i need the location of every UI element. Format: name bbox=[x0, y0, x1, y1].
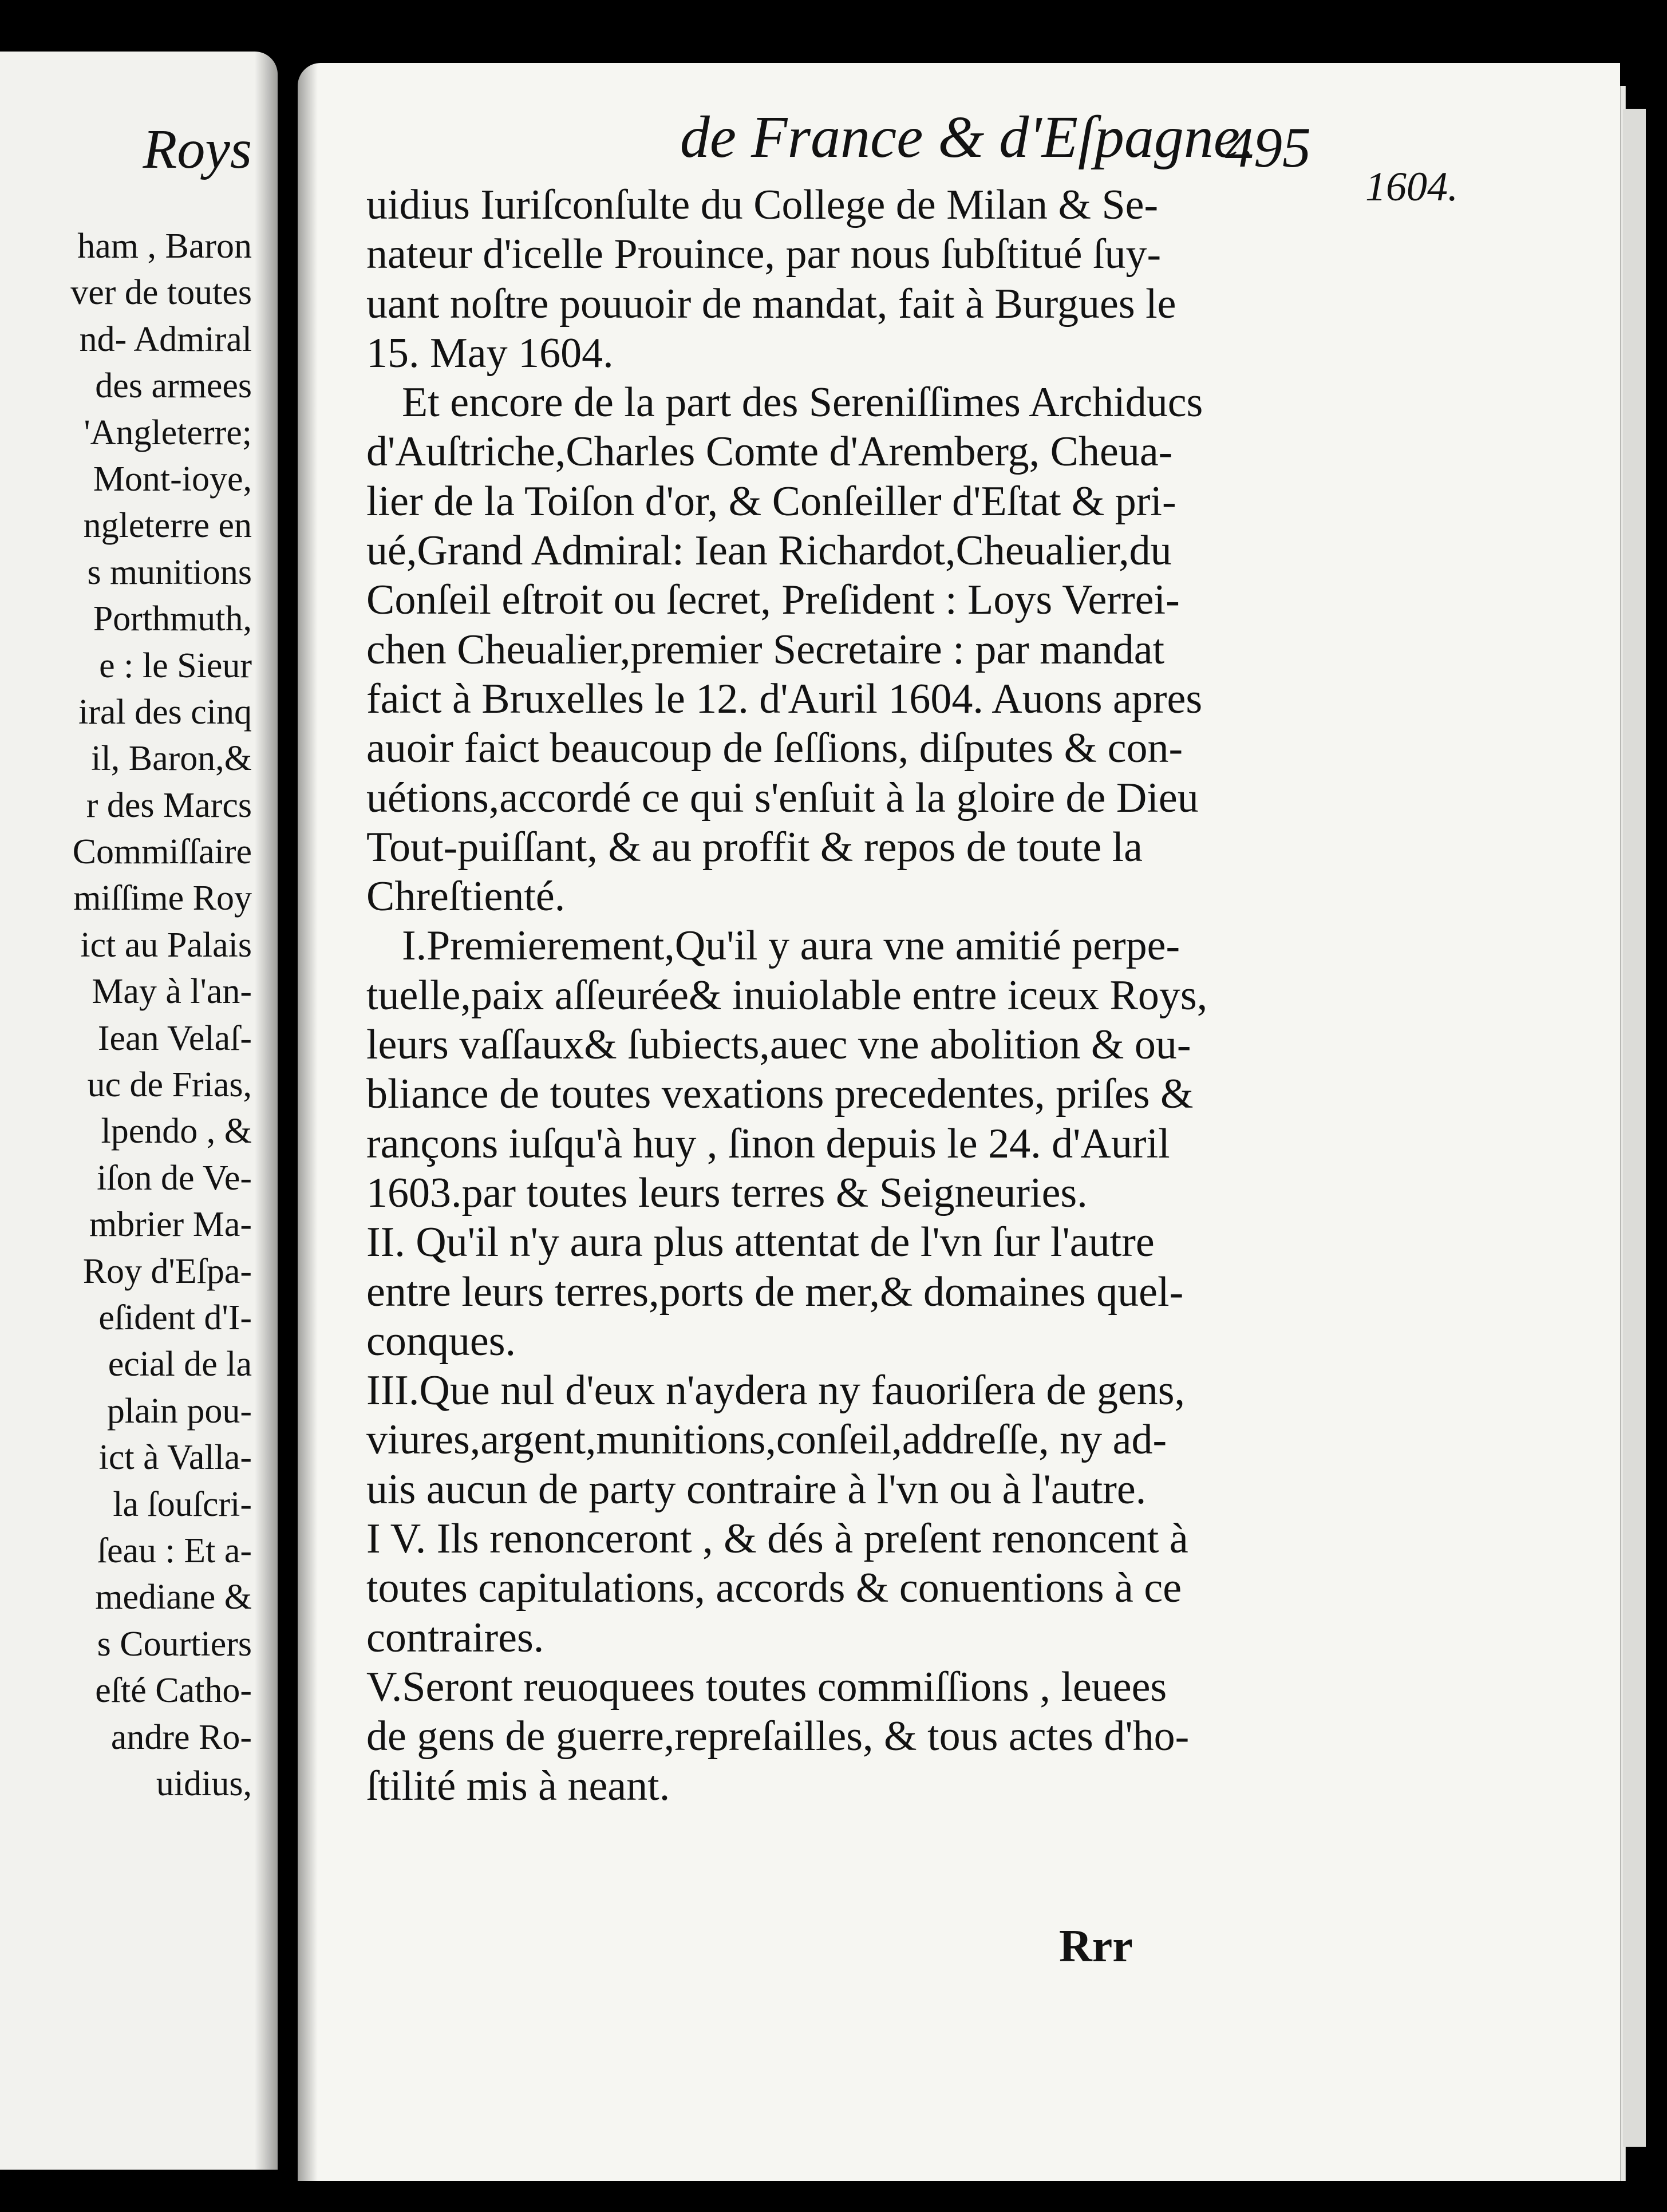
text-line: III.Que nul d'eux n'aydera ny fauoriſera de gens, bbox=[366, 1367, 1186, 1415]
text-line: toutes capitulations, accords & conuentions à ce bbox=[366, 1565, 1182, 1612]
text-line: I V. Ils renonceront , & dés à preſent renoncent à bbox=[366, 1515, 1188, 1563]
left-text-line: nd- Admiral bbox=[79, 319, 252, 359]
left-text-line: iſon de Ve- bbox=[97, 1158, 252, 1198]
body-text bbox=[366, 180, 1317, 1811]
left-text-line: ver de toutes bbox=[70, 273, 252, 313]
text-line: lier de la Toiſon d'or, & Conſeiller d'Eſtat & pri- bbox=[366, 477, 1176, 525]
text-line: bliance de toutes vexations precedentes, priſes & bbox=[366, 1071, 1194, 1118]
right-page bbox=[298, 63, 1620, 2181]
left-text-line: mediane & bbox=[95, 1578, 252, 1617]
page-number: 495 bbox=[1225, 116, 1311, 179]
text-line: de gens de guerre,repreſailles, & tous actes d'ho- bbox=[366, 1713, 1190, 1760]
text-line: uant noſtre pouuoir de mandat, fait à Burgues le bbox=[366, 280, 1176, 327]
text-line: 15. May 1604. bbox=[366, 329, 614, 377]
left-text-line: Roy d'Eſpa- bbox=[82, 1251, 252, 1291]
left-text-line: mbrier Ma- bbox=[89, 1205, 252, 1245]
left-text-line: la ſouſcri- bbox=[113, 1484, 252, 1524]
gutter-shadow bbox=[255, 52, 278, 2170]
text-line: chen Cheualier,premier Secretaire : par mandat bbox=[366, 626, 1165, 673]
text-line: Et encore de la part des Sereniſſimes Archiducs bbox=[402, 379, 1203, 426]
text-line: II. Qu'il n'y aura plus attentat de l'vn ſur l'autre bbox=[366, 1219, 1155, 1266]
left-text-line: ict au Palais bbox=[80, 925, 252, 965]
text-line: uétions,accordé ce qui s'enſuit à la gloire de Dieu bbox=[366, 774, 1199, 821]
left-text-line: ecial de la bbox=[108, 1345, 252, 1384]
left-running-head: Roys bbox=[143, 118, 252, 180]
left-text-line: miſſime Roy bbox=[73, 879, 252, 918]
text-line: uidius Iuriſconſulte du College de Milan & Se- bbox=[366, 181, 1159, 228]
left-text-line: uidius, bbox=[156, 1764, 252, 1803]
left-text-line: des armees bbox=[95, 366, 252, 406]
left-text-line: r des Marcs bbox=[86, 785, 252, 825]
left-text-line: plain pou- bbox=[106, 1391, 252, 1431]
text-line: viures,argent,munitions,conſeil,addreſſe, ny ad- bbox=[366, 1416, 1167, 1464]
text-line: Tout-puiſſant, & au proffit & repos de toute la bbox=[366, 823, 1143, 871]
left-text-line: ham , Baron bbox=[77, 227, 252, 266]
text-line: rançons iuſqu'à huy , ſinon depuis le 24. d'Auril bbox=[366, 1120, 1170, 1167]
text-line: faict à Bruxelles le 12. d'Auril 1604. Auons apres bbox=[366, 675, 1203, 722]
left-text-line: ngleterre en bbox=[83, 506, 252, 546]
left-page-text bbox=[70, 223, 252, 1807]
left-text-line: e : le Sieur bbox=[99, 646, 252, 685]
left-text-line: il, Baron,& bbox=[91, 739, 252, 779]
text-line: conques. bbox=[366, 1317, 516, 1365]
text-line: contraires. bbox=[366, 1614, 544, 1661]
left-text-line: eſident d'I- bbox=[98, 1298, 252, 1337]
left-page bbox=[0, 52, 278, 2170]
left-text-line: eſté Catho- bbox=[95, 1671, 252, 1711]
text-line: uis aucun de party contraire à l'vn ou à l'autre. bbox=[366, 1466, 1147, 1513]
left-text-line: Porthmuth, bbox=[93, 599, 252, 639]
fore-edge bbox=[1623, 109, 1646, 2147]
running-head: de France & d'Eſpagne. bbox=[680, 104, 1255, 170]
left-text-line: s munitions bbox=[87, 552, 252, 592]
text-line: entre leurs terres,ports de mer,& domaines quel- bbox=[366, 1268, 1184, 1316]
left-text-line: ſeau : Et a- bbox=[97, 1531, 252, 1570]
left-text-line: s Courtiers bbox=[97, 1624, 252, 1664]
text-line: ué,Grand Admiral: Iean Richardot,Cheualier,du bbox=[366, 527, 1172, 575]
text-line: I.Premierement,Qu'il y aura vne amitié perpe- bbox=[402, 922, 1180, 970]
left-text-line: lpendo , & bbox=[101, 1112, 252, 1151]
text-line: auoir faict beaucoup de ſeſſions, diſputes & con- bbox=[366, 725, 1183, 772]
text-line: 1603.par toutes leurs terres & Seigneuries. bbox=[366, 1169, 1088, 1216]
margin-year-note: 1604. bbox=[1365, 164, 1458, 210]
left-text-line: Iean Velaſ- bbox=[97, 1018, 252, 1058]
text-line: tuelle,paix aſſeurée& inuiolable entre iceux Roys, bbox=[366, 971, 1208, 1019]
left-text-line: May à l'an- bbox=[92, 972, 252, 1012]
left-text-line: ict à Valla- bbox=[98, 1438, 252, 1478]
left-text-line: andre Ro- bbox=[110, 1717, 252, 1757]
text-line: nateur d'icelle Prouince, par nous ſubſtitué ſuy- bbox=[366, 231, 1162, 278]
left-text-line: 'Angleterre; bbox=[84, 413, 252, 452]
text-line: ſtilité mis à neant. bbox=[366, 1762, 670, 1810]
gutter-shadow bbox=[298, 63, 318, 2181]
left-text-line: Mont-ioye, bbox=[93, 459, 252, 499]
text-line: Conſeil eſtroit ou ſecret, Preſident : Loys Verrei- bbox=[366, 576, 1180, 624]
left-text-line: Commiſſaire bbox=[72, 832, 252, 872]
text-line: leurs vaſſaux& ſubiects,auec vne abolition & ou- bbox=[366, 1021, 1191, 1069]
text-line: Chreſtienté. bbox=[366, 873, 566, 921]
text-line: d'Auſtriche,Charles Comte d'Aremberg, Cheua- bbox=[366, 428, 1173, 476]
signature-mark: Rrr bbox=[1059, 1921, 1133, 1972]
left-text-line: iral des cinq bbox=[78, 692, 252, 732]
text-line: V.Seront reuoquees toutes commiſſions , leuees bbox=[366, 1663, 1167, 1711]
left-text-line: uc de Frias, bbox=[87, 1065, 252, 1105]
